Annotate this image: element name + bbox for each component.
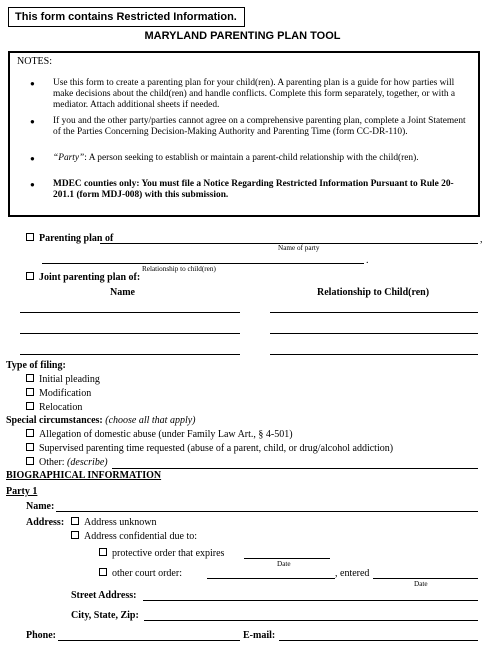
filing-option[interactable] [26, 374, 100, 385]
filing-checkbox[interactable] [26, 388, 34, 396]
city-state-zip-field[interactable] [144, 620, 478, 621]
protective-order-date-field[interactable] [244, 558, 330, 559]
name-label: Name: [26, 501, 55, 512]
bullet-icon: ● [30, 180, 35, 189]
note-item: Use this form to create a parenting plan for your child(ren). A parenting plan is a guide for how parties will make decisions about the child(ren) and handle conflicts. Complete this form separately, together, or with a mediator. Attach additional sheets if needed. [53, 78, 456, 110]
special-circumstances-heading [6, 415, 196, 426]
special-heading-label: Special circumstances: [6, 415, 103, 426]
mdec-note: MDEC counties only: You must file a Notice Regarding Restricted Information Pursuant to Rule 20-201.1 (form MDJ-008) with this submission. [53, 179, 454, 200]
address-unknown-label: Address unknown [84, 517, 157, 528]
other-hint: (describe) [67, 457, 108, 468]
filing-option[interactable] [26, 402, 82, 413]
parenting-plan-checkbox[interactable] [26, 233, 34, 241]
other-label: Other: [39, 457, 65, 468]
joint-relationship-line[interactable] [270, 333, 478, 334]
bullet-icon: ● [30, 117, 35, 126]
special-option-label: Allegation of domestic abuse (under Family Law Art., § 4-501) [39, 429, 293, 440]
other-court-order-option[interactable] [99, 568, 182, 579]
special-hint: (choose all that apply) [105, 415, 196, 426]
street-address-label: Street Address: [71, 590, 137, 601]
entered-label: , entered [335, 568, 370, 579]
email-label: E-mail: [243, 630, 276, 641]
restricted-info-notice: This form contains Restricted Information. [8, 7, 245, 27]
other-court-order-label: other court order: [112, 568, 182, 579]
protective-order-label: protective order that expires [112, 548, 225, 559]
comma: , [480, 234, 483, 245]
filing-option-label: Initial pleading [39, 374, 100, 385]
date-hint: Date [414, 580, 428, 588]
period: . [366, 255, 369, 266]
parenting-plan-label: Parenting plan of [39, 233, 114, 244]
notes-heading: NOTES: [17, 56, 52, 67]
special-checkbox[interactable] [26, 429, 34, 437]
joint-name-line[interactable] [20, 354, 240, 355]
other-court-order-checkbox[interactable] [99, 568, 107, 576]
filing-checkbox[interactable] [26, 402, 34, 410]
email-field[interactable] [279, 640, 478, 641]
relationship-column-header: Relationship to Child(ren) [317, 287, 430, 298]
relationship-line[interactable] [42, 263, 364, 264]
type-of-filing-heading: Type of filing: [6, 360, 66, 371]
bullet-icon: ● [30, 79, 35, 88]
address-unknown-option[interactable] [71, 517, 157, 528]
address-unknown-checkbox[interactable] [71, 517, 79, 525]
joint-relationship-line[interactable] [270, 312, 478, 313]
special-option[interactable] [26, 429, 293, 440]
party-name-field[interactable] [56, 511, 478, 512]
party-colon: : [84, 153, 87, 163]
party-definition: A person seeking to establish or maintain a parent-child relationship with the child(ren). [88, 153, 419, 163]
entered-date-field[interactable] [373, 578, 478, 579]
address-confidential-option[interactable] [71, 531, 197, 542]
special-other-option[interactable] [26, 457, 108, 468]
filing-option-label: Relocation [39, 402, 83, 413]
name-of-party-hint: Name of party [278, 244, 320, 252]
relationship-hint: Relationship to child(ren) [142, 265, 216, 273]
city-state-zip-label: City, State, Zip: [71, 610, 139, 621]
phone-label: Phone: [26, 630, 56, 641]
joint-name-line[interactable] [20, 312, 240, 313]
name-column-header: Name [110, 287, 135, 298]
other-court-order-field[interactable] [207, 578, 335, 579]
bullet-icon: ● [30, 154, 35, 163]
address-label: Address: [26, 517, 65, 528]
address-confidential-label: Address confidential due to: [84, 531, 198, 542]
special-other-checkbox[interactable] [26, 457, 34, 465]
other-describe-line[interactable] [112, 468, 478, 469]
protective-order-option[interactable] [99, 548, 224, 559]
joint-name-line[interactable] [20, 333, 240, 334]
party-term: “Party” [53, 153, 85, 163]
party-1-heading: Party 1 [6, 486, 38, 497]
joint-relationship-line[interactable] [270, 354, 478, 355]
special-checkbox[interactable] [26, 443, 34, 451]
note-item [53, 153, 473, 164]
special-option-label: Supervised parenting time requested (abuse of a parent, child, or drug/alcohol addiction) [39, 443, 394, 454]
joint-plan-label: Joint parenting plan of: [39, 272, 141, 283]
form-title: MARYLAND PARENTING PLAN TOOL [144, 30, 341, 42]
date-hint: Date [277, 560, 291, 568]
note-item: If you and the other party/parties cannot agree on a comprehensive parenting plan, complete a Joint Statement of the Parties Concerning Decision-Making Authority and Parenting Time (form CC-DR-110). [53, 116, 466, 137]
joint-plan-checkbox[interactable] [26, 272, 34, 280]
phone-field[interactable] [58, 640, 240, 641]
street-address-field[interactable] [143, 600, 478, 601]
biographical-heading: BIOGRAPHICAL INFORMATION [6, 470, 162, 481]
special-option[interactable] [26, 443, 393, 454]
filing-option[interactable] [26, 388, 91, 399]
filing-option-label: Modification [39, 388, 92, 399]
protective-order-checkbox[interactable] [99, 548, 107, 556]
address-confidential-checkbox[interactable] [71, 531, 79, 539]
joint-plan-option[interactable] [26, 272, 140, 283]
filing-checkbox[interactable] [26, 374, 34, 382]
